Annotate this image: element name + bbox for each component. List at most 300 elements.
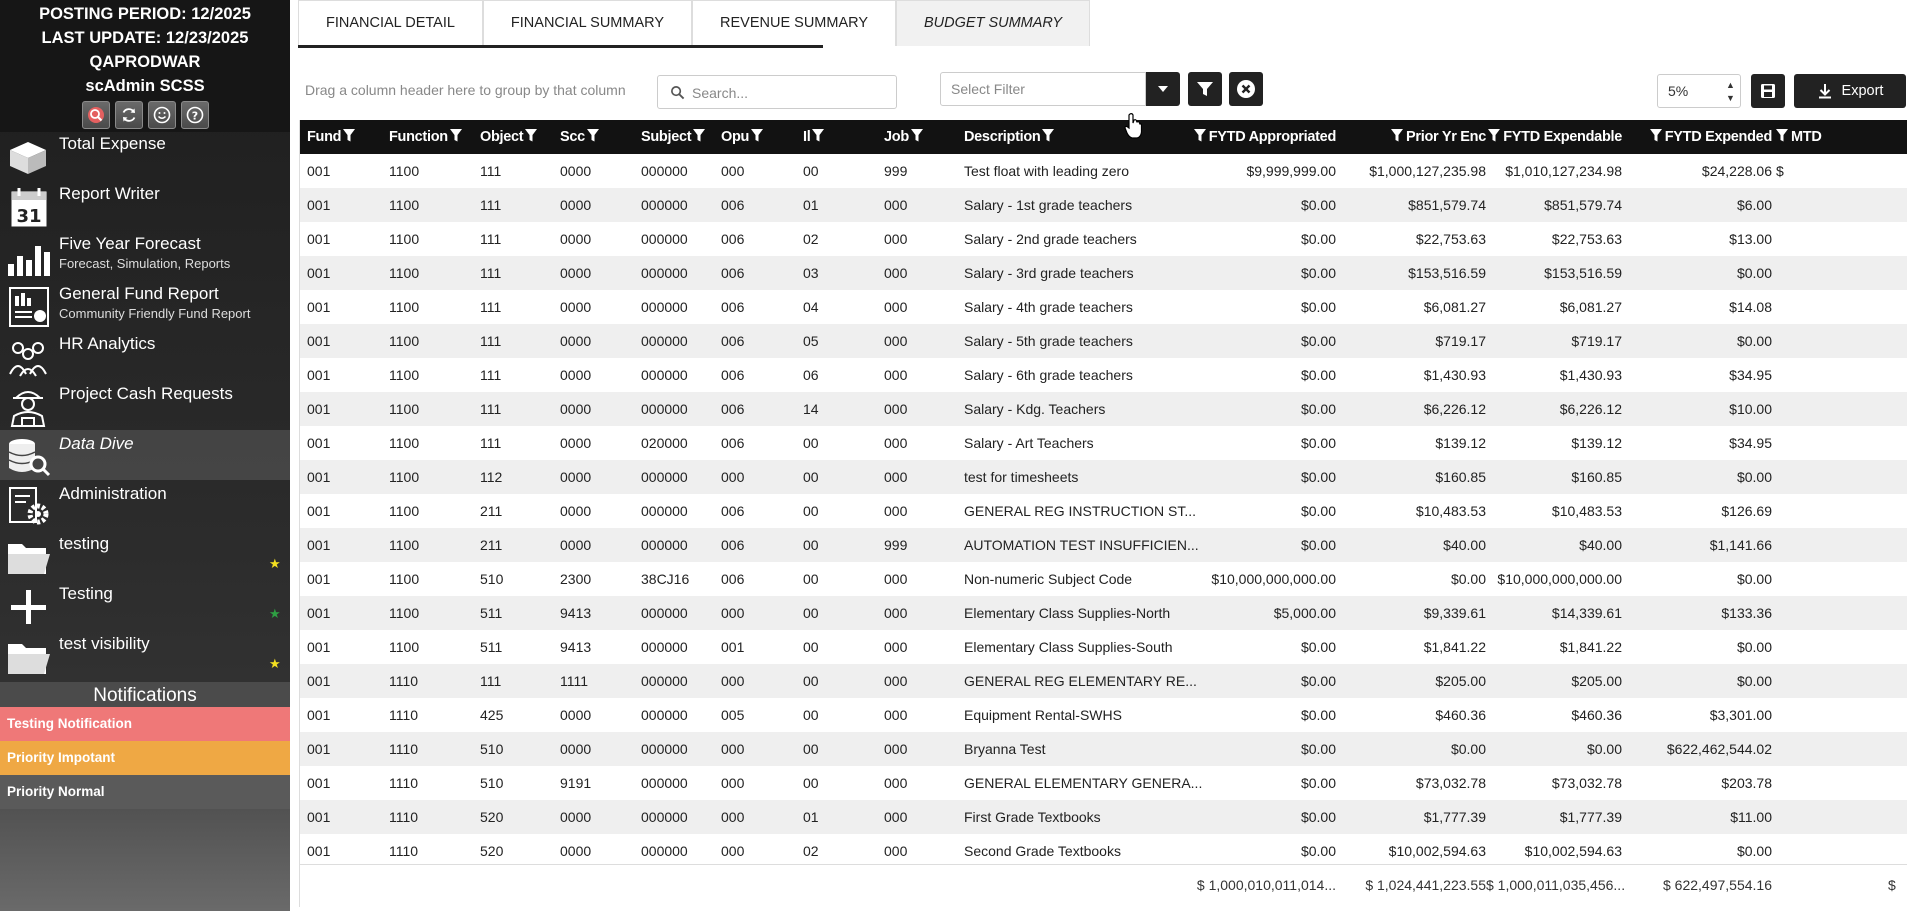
zoom-stepper[interactable]: [1657, 74, 1741, 108]
cell-mtd: [1776, 630, 1906, 664]
cell-fytd-expendable: $719.17: [1571, 333, 1622, 349]
cell-scc: 0000: [560, 265, 592, 281]
table-row[interactable]: [300, 358, 1907, 392]
cell-il: 00: [803, 163, 819, 179]
table-row[interactable]: [300, 766, 1907, 800]
table-row[interactable]: [300, 562, 1907, 596]
cell-description: Bryanna Test: [964, 741, 1046, 757]
zoom-value[interactable]: 5%: [1668, 83, 1689, 99]
cell-object: 211: [480, 537, 503, 553]
column-header-fytd-expended[interactable]: [1622, 120, 1772, 154]
cell-fytd-expendable: $0.00: [1586, 741, 1622, 757]
cell-fytd-expended: $0.00: [1736, 571, 1772, 587]
filter-icon: [1196, 80, 1214, 98]
cell-mtd: [1776, 528, 1906, 562]
sidebar-item-data-dive[interactable]: [0, 430, 290, 480]
sidebar-item-report-writer[interactable]: [0, 180, 290, 230]
cell-object: 520: [480, 843, 504, 859]
cell-object: 111: [480, 435, 502, 451]
cell-object: 111: [480, 401, 502, 417]
cell-fytd-expendable: $10,000,000,000.00: [1497, 571, 1622, 587]
cell-fytd-expended: $0.00: [1736, 673, 1772, 689]
cell-subject: 000000: [641, 333, 688, 349]
cell-subject: 000000: [641, 163, 688, 179]
column-header-object[interactable]: [480, 120, 537, 154]
cell-fund: 001: [307, 809, 331, 825]
search-input[interactable]: [692, 80, 892, 106]
cell-job: 000: [884, 571, 908, 587]
table-row[interactable]: [300, 154, 1907, 188]
filter-icon[interactable]: [911, 129, 923, 145]
cell-description: Salary - 5th grade teachers: [964, 333, 1133, 349]
download-icon: [1817, 83, 1833, 99]
column-header-job[interactable]: [884, 120, 923, 154]
cell-opu: 000: [721, 163, 745, 179]
cell-description: Second Grade Textbooks: [964, 843, 1121, 859]
cell-scc: 0000: [560, 231, 592, 247]
table-row[interactable]: [300, 732, 1907, 766]
svg-text:?: ?: [191, 109, 198, 123]
column-header-subject[interactable]: [641, 120, 705, 154]
cell-function: 1100: [389, 333, 420, 349]
cell-object: 520: [480, 809, 504, 825]
chevron-up-icon[interactable]: ▲: [1726, 80, 1735, 90]
cell-fytd-expendable: $6,081.27: [1559, 299, 1622, 315]
report-tabs: [298, 0, 1090, 48]
tab-budget-summary[interactable]: BUDGET SUMMARY: [896, 0, 1090, 46]
table-row[interactable]: [300, 256, 1907, 290]
column-header-opu[interactable]: [721, 120, 763, 154]
filter-icon[interactable]: [751, 129, 763, 145]
cell-fytd-expendable: $205.00: [1571, 673, 1622, 689]
filter-icon[interactable]: [450, 129, 462, 145]
notification-item[interactable]: Testing Notification: [0, 707, 290, 741]
cell-opu: 000: [721, 469, 745, 485]
admin-gear-icon: [4, 484, 52, 528]
filter-icon[interactable]: [587, 129, 599, 145]
tab-financial-detail[interactable]: FINANCIAL DETAIL: [298, 0, 483, 46]
cell-prior-yr-enc: $0.00: [1450, 741, 1486, 757]
cell-function: 1100: [389, 571, 420, 587]
cell-fytd-expendable: $40.00: [1579, 537, 1622, 553]
cell-description: GENERAL ELEMENTARY GENERA...: [964, 775, 1203, 791]
cell-mtd: [1776, 324, 1906, 358]
column-header-fund[interactable]: [307, 120, 355, 154]
cell-fytd-expended: $133.36: [1721, 605, 1772, 621]
search-box[interactable]: [657, 75, 897, 109]
table-row[interactable]: [300, 290, 1907, 324]
search-user-icon[interactable]: [82, 101, 110, 129]
cell-opu: 000: [721, 809, 745, 825]
table-row[interactable]: [300, 664, 1907, 698]
table-row[interactable]: [300, 834, 1907, 868]
filter-select[interactable]: Select Filter: [940, 72, 1146, 106]
database-name: QAPRODWAR: [89, 53, 201, 71]
cell-description: Salary - 1st grade teachers: [964, 197, 1133, 213]
table-row[interactable]: [300, 392, 1907, 426]
cell-opu: 006: [721, 435, 745, 451]
cell-function: 1110: [389, 707, 419, 723]
cell-prior-yr-enc: $6,226.12: [1423, 401, 1486, 417]
cell-subject: 000000: [641, 265, 688, 281]
cell-prior-yr-enc: $10,483.53: [1415, 503, 1486, 519]
favorite-star-icon[interactable]: ★: [269, 656, 281, 671]
cell-job: 000: [884, 367, 908, 383]
cell-object: 111: [480, 367, 502, 383]
table-row[interactable]: [300, 460, 1907, 494]
cell-prior-yr-enc: $6,081.27: [1423, 299, 1486, 315]
sidebar-item-testing-folder[interactable]: [0, 530, 290, 580]
cell-il: 02: [803, 843, 819, 859]
cell-description: Equipment Rental-SWHS: [964, 707, 1122, 723]
table-row[interactable]: [300, 698, 1907, 732]
cell-function: 1100: [389, 469, 420, 485]
cell-fytd-expended: $3,301.00: [1709, 707, 1772, 723]
filter-icon[interactable]: [343, 129, 355, 145]
table-row[interactable]: [300, 494, 1907, 528]
mouse-cursor-icon: [1124, 112, 1142, 140]
cell-mtd: [1776, 698, 1906, 732]
sidebar-item-label: General Fund Report: [59, 284, 219, 303]
cell-opu: 000: [721, 605, 745, 621]
cell-opu: 006: [721, 367, 745, 383]
cell-mtd: [1776, 392, 1906, 426]
column-header-description[interactable]: [964, 120, 1054, 154]
cell-description: Salary - Kdg. Teachers: [964, 401, 1106, 417]
cell-mtd: [1776, 358, 1906, 392]
database-search-icon: [4, 434, 52, 478]
cell-object: 111: [480, 231, 502, 247]
close-circle-icon: [1236, 79, 1256, 99]
cell-subject: 000000: [641, 469, 688, 485]
cell-subject: 000000: [641, 537, 688, 553]
filter-icon[interactable]: [1194, 129, 1206, 145]
folder-icon: [4, 634, 52, 678]
column-header-label: Description: [964, 129, 1041, 145]
table-row[interactable]: [300, 426, 1907, 460]
cell-fytd-expendable: $6,226.12: [1559, 401, 1622, 417]
column-header-mtd[interactable]: [1776, 120, 1822, 154]
cell-fytd-expendable: $10,002,594.63: [1524, 843, 1622, 859]
cell-fytd-appropriated: $0.00: [1300, 707, 1336, 723]
cell-fund: 001: [307, 571, 331, 587]
cell-subject: 000000: [641, 707, 688, 723]
cell-function: 1100: [389, 401, 420, 417]
cell-opu: 006: [721, 299, 745, 315]
cell-il: 06: [803, 367, 819, 383]
cell-object: 510: [480, 775, 504, 791]
cell-fytd-expended: $34.95: [1729, 435, 1772, 451]
cell-mtd: [1776, 596, 1906, 630]
notification-item[interactable]: Priority Impotant: [0, 741, 290, 775]
bar-chart-icon: [4, 234, 52, 278]
cell-description: test for timesheets: [964, 469, 1079, 485]
save-icon: [1760, 83, 1776, 99]
cell-job: 000: [884, 843, 908, 859]
cell-scc: 0000: [560, 299, 592, 315]
cell-opu: 006: [721, 401, 745, 417]
cell-mtd: [1776, 256, 1906, 290]
cell-fund: 001: [307, 265, 331, 281]
sidebar-item-administration[interactable]: [0, 480, 290, 530]
help-icon[interactable]: [181, 101, 209, 129]
cell-il: 00: [803, 503, 819, 519]
sidebar-item-general-fund-report[interactable]: [0, 280, 290, 330]
filter-icon[interactable]: [693, 129, 705, 145]
column-header-label: FYTD Expendable: [1503, 129, 1622, 145]
apply-filter-button[interactable]: [1188, 72, 1222, 106]
cell-il: 01: [803, 809, 819, 825]
cell-fytd-expended: $6.00: [1736, 197, 1772, 213]
cell-fund: 001: [307, 707, 331, 723]
cell-fytd-expended: $0.00: [1736, 469, 1772, 485]
export-label: Export: [1841, 83, 1884, 99]
cell-prior-yr-enc: $153,516.59: [1408, 265, 1486, 281]
cell-fytd-expendable: $851,579.74: [1544, 197, 1622, 213]
filter-icon[interactable]: [812, 129, 824, 145]
cell-prior-yr-enc: $851,579.74: [1408, 197, 1486, 213]
cell-scc: 0000: [560, 809, 592, 825]
cell-fund: 001: [307, 605, 331, 621]
cell-subject: 000000: [641, 605, 688, 621]
cell-mtd: [1776, 800, 1906, 834]
sidebar-item-label: Project Cash Requests: [59, 384, 233, 403]
cell-scc: 9413: [560, 639, 592, 655]
sidebar-item-testing-plus[interactable]: [0, 580, 290, 630]
cell-description: GENERAL REG ELEMENTARY RE...: [964, 673, 1197, 689]
filter-icon[interactable]: [1650, 129, 1662, 145]
group-by-hint[interactable]: Drag a column header here to group by that column: [305, 82, 626, 98]
budget-summary-grid: [299, 120, 1907, 907]
cell-prior-yr-enc: $0.00: [1450, 571, 1486, 587]
cell-scc: 0000: [560, 843, 592, 859]
cell-fytd-appropriated: $5,000.00: [1273, 605, 1336, 621]
cell-fytd-expendable: $22,753.63: [1551, 231, 1622, 247]
cell-opu: 006: [721, 537, 745, 553]
sidebar-item-label: Report Writer: [59, 184, 160, 203]
cell-fytd-appropriated: $0.00: [1300, 775, 1336, 791]
cell-description: GENERAL REG INSTRUCTION ST...: [964, 503, 1197, 519]
cell-fytd-appropriated: $0.00: [1300, 197, 1336, 213]
cell-subject: 000000: [641, 299, 688, 315]
cell-fytd-appropriated: $0.00: [1300, 843, 1336, 859]
column-header-label: Opu: [721, 129, 750, 145]
cell-il: 00: [803, 435, 819, 451]
column-header-function[interactable]: [389, 120, 462, 154]
cell-job: 000: [884, 469, 908, 485]
cell-scc: 1111: [560, 673, 589, 689]
cell-opu: 006: [721, 231, 745, 247]
cell-fund: 001: [307, 163, 331, 179]
cell-mtd: [1776, 664, 1906, 698]
cell-function: 1100: [389, 503, 420, 519]
cell-fytd-expended: $11.00: [1730, 809, 1772, 825]
cell-function: 1100: [389, 605, 420, 621]
filter-icon[interactable]: [1776, 129, 1788, 145]
sidebar-item-five-year-forecast[interactable]: [0, 230, 290, 280]
cell-object: 425: [480, 707, 504, 723]
cell-function: 1100: [389, 265, 420, 281]
cell-mtd: [1776, 834, 1906, 868]
column-header-scc[interactable]: [560, 120, 599, 154]
cell-mtd: [1776, 426, 1906, 460]
cell-description: Non-numeric Subject Code: [964, 571, 1133, 587]
tab-revenue-summary[interactable]: REVENUE SUMMARY: [692, 0, 896, 46]
cell-subject: 020000: [641, 435, 688, 451]
smile-icon[interactable]: [148, 101, 176, 129]
table-row[interactable]: [300, 630, 1907, 664]
cell-prior-yr-enc: $1,430.93: [1423, 367, 1486, 383]
cell-mtd: [1776, 222, 1906, 256]
cell-object: 510: [480, 571, 504, 587]
cell-prior-yr-enc: $1,000,127,235.98: [1369, 163, 1486, 179]
chevron-down-icon[interactable]: ▼: [1726, 93, 1735, 103]
cell-fytd-expended: $126.69: [1721, 503, 1772, 519]
table-row[interactable]: [300, 188, 1907, 222]
cell-scc: 0000: [560, 537, 592, 553]
table-row[interactable]: [300, 324, 1907, 358]
cell-fytd-expendable: $1,841.22: [1559, 639, 1622, 655]
cell-opu: 006: [721, 571, 745, 587]
cell-fytd-expendable: $139.12: [1571, 435, 1622, 451]
cell-il: 02: [803, 231, 819, 247]
cell-subject: 000000: [641, 673, 688, 689]
cell-fund: 001: [307, 401, 331, 417]
tabs-underline: [298, 45, 823, 48]
export-button[interactable]: [1794, 74, 1906, 108]
notification-item[interactable]: Priority Normal: [0, 775, 290, 809]
favorite-star-icon[interactable]: ★: [269, 556, 281, 571]
cell-fytd-expended: $0.00: [1736, 265, 1772, 281]
cell-fytd-appropriated: $0.00: [1300, 639, 1336, 655]
column-header-label: MTD: [1791, 129, 1822, 145]
column-header-il[interactable]: [803, 120, 824, 154]
cell-function: 1100: [389, 367, 420, 383]
grid-header: [300, 120, 1907, 154]
cell-prior-yr-enc: $1,841.22: [1423, 639, 1486, 655]
cell-il: 00: [803, 639, 819, 655]
cell-fytd-appropriated: $0.00: [1300, 265, 1336, 281]
cell-subject: 000000: [641, 367, 688, 383]
cell-object: 111: [480, 299, 502, 315]
cell-fytd-expendable: $1,430.93: [1559, 367, 1622, 383]
cell-fytd-expendable: $73,032.78: [1551, 775, 1622, 791]
cell-il: 00: [803, 707, 819, 723]
column-header-label: FYTD Expended: [1664, 129, 1772, 145]
cell-mtd: [1776, 766, 1906, 800]
total-fytd-appropriated: $ 1,000,010,011,014...: [1196, 877, 1336, 893]
cell-opu: 006: [721, 265, 745, 281]
cell-il: 00: [803, 537, 819, 553]
cell-fytd-expended: $24,228.06: [1701, 163, 1772, 179]
cell-fund: 001: [307, 775, 331, 791]
table-row[interactable]: [300, 800, 1907, 834]
cell-subject: 000000: [641, 775, 688, 791]
save-layout-button[interactable]: [1751, 74, 1785, 108]
table-row[interactable]: [300, 528, 1907, 562]
sidebar-item-hr-analytics[interactable]: [0, 330, 290, 380]
column-header-prior-yr-enc[interactable]: [1336, 120, 1486, 154]
filter-icon[interactable]: [1391, 129, 1403, 145]
cell-fytd-expendable: $160.85: [1571, 469, 1622, 485]
cell-subject: 000000: [641, 741, 688, 757]
cell-il: 00: [803, 571, 819, 587]
cell-job: 000: [884, 673, 908, 689]
cell-object: 111: [480, 333, 502, 349]
cell-fytd-expended: $10.00: [1729, 401, 1772, 417]
filter-icon[interactable]: [525, 129, 537, 145]
column-header-label: Scc: [560, 129, 585, 145]
filter-dropdown-button[interactable]: [1146, 72, 1180, 106]
filter-icon[interactable]: [1042, 129, 1054, 145]
cell-fytd-appropriated: $0.00: [1300, 741, 1336, 757]
cell-scc: 0000: [560, 503, 592, 519]
cell-description: First Grade Textbooks: [964, 809, 1101, 825]
refresh-icon[interactable]: [115, 101, 143, 129]
people-icon: [4, 334, 52, 378]
tab-financial-summary[interactable]: FINANCIAL SUMMARY: [483, 0, 692, 46]
cell-il: 03: [803, 265, 819, 281]
column-header-fytd-expendable[interactable]: [1486, 120, 1622, 154]
column-header-fytd-appropriated[interactable]: [1140, 120, 1336, 154]
cell-prior-yr-enc: $22,753.63: [1415, 231, 1486, 247]
cell-description: Test float with leading zero: [964, 163, 1129, 179]
filter-icon[interactable]: [1488, 129, 1500, 145]
cell-object: 510: [480, 741, 504, 757]
table-row[interactable]: [300, 222, 1907, 256]
cell-subject: 000000: [641, 401, 688, 417]
header-icon-bar: [0, 101, 290, 129]
cell-fytd-expended: $0.00: [1736, 333, 1772, 349]
cell-fytd-expended: $0.00: [1736, 843, 1772, 859]
cell-object: 111: [480, 673, 502, 689]
cell-description: Elementary Class Supplies-North: [964, 605, 1171, 621]
cell-fytd-expendable: $10,483.53: [1551, 503, 1622, 519]
cell-fytd-expended: $203.78: [1721, 775, 1772, 791]
cell-fytd-expendable: $153,516.59: [1544, 265, 1622, 281]
cell-scc: 0000: [560, 707, 592, 723]
sidebar: [0, 0, 290, 911]
clear-filter-button[interactable]: [1229, 72, 1263, 106]
table-row[interactable]: [300, 596, 1907, 630]
cell-subject: 000000: [641, 639, 688, 655]
cell-opu: 005: [721, 707, 745, 723]
favorite-star-icon[interactable]: ★: [269, 606, 281, 621]
cell-il: 00: [803, 741, 819, 757]
search-icon: [670, 85, 685, 100]
cell-opu: 000: [721, 673, 745, 689]
cell-function: 1100: [389, 639, 420, 655]
sidebar-item-project-cash-requests[interactable]: [0, 380, 290, 430]
sidebar-item-total-expense[interactable]: [0, 130, 290, 180]
cell-fund: 001: [307, 197, 331, 213]
cell-scc: 0000: [560, 741, 592, 757]
cell-scc: 0000: [560, 333, 592, 349]
sidebar-item-sublabel: Community Friendly Fund Report: [59, 306, 251, 321]
cell-mtd: $: [1776, 163, 1784, 179]
cell-il: 04: [803, 299, 819, 315]
cell-job: 000: [884, 265, 908, 281]
cell-job: 000: [884, 333, 908, 349]
cell-subject: 000000: [641, 843, 688, 859]
sidebar-item-test-visibility[interactable]: [0, 630, 290, 680]
cell-opu: 001: [721, 639, 745, 655]
posting-period: POSTING PERIOD: 12/2025: [39, 5, 251, 23]
cell-object: 211: [480, 503, 503, 519]
cell-fytd-appropriated: $0.00: [1300, 299, 1336, 315]
cell-mtd: [1776, 460, 1906, 494]
cell-fund: 001: [307, 231, 331, 247]
